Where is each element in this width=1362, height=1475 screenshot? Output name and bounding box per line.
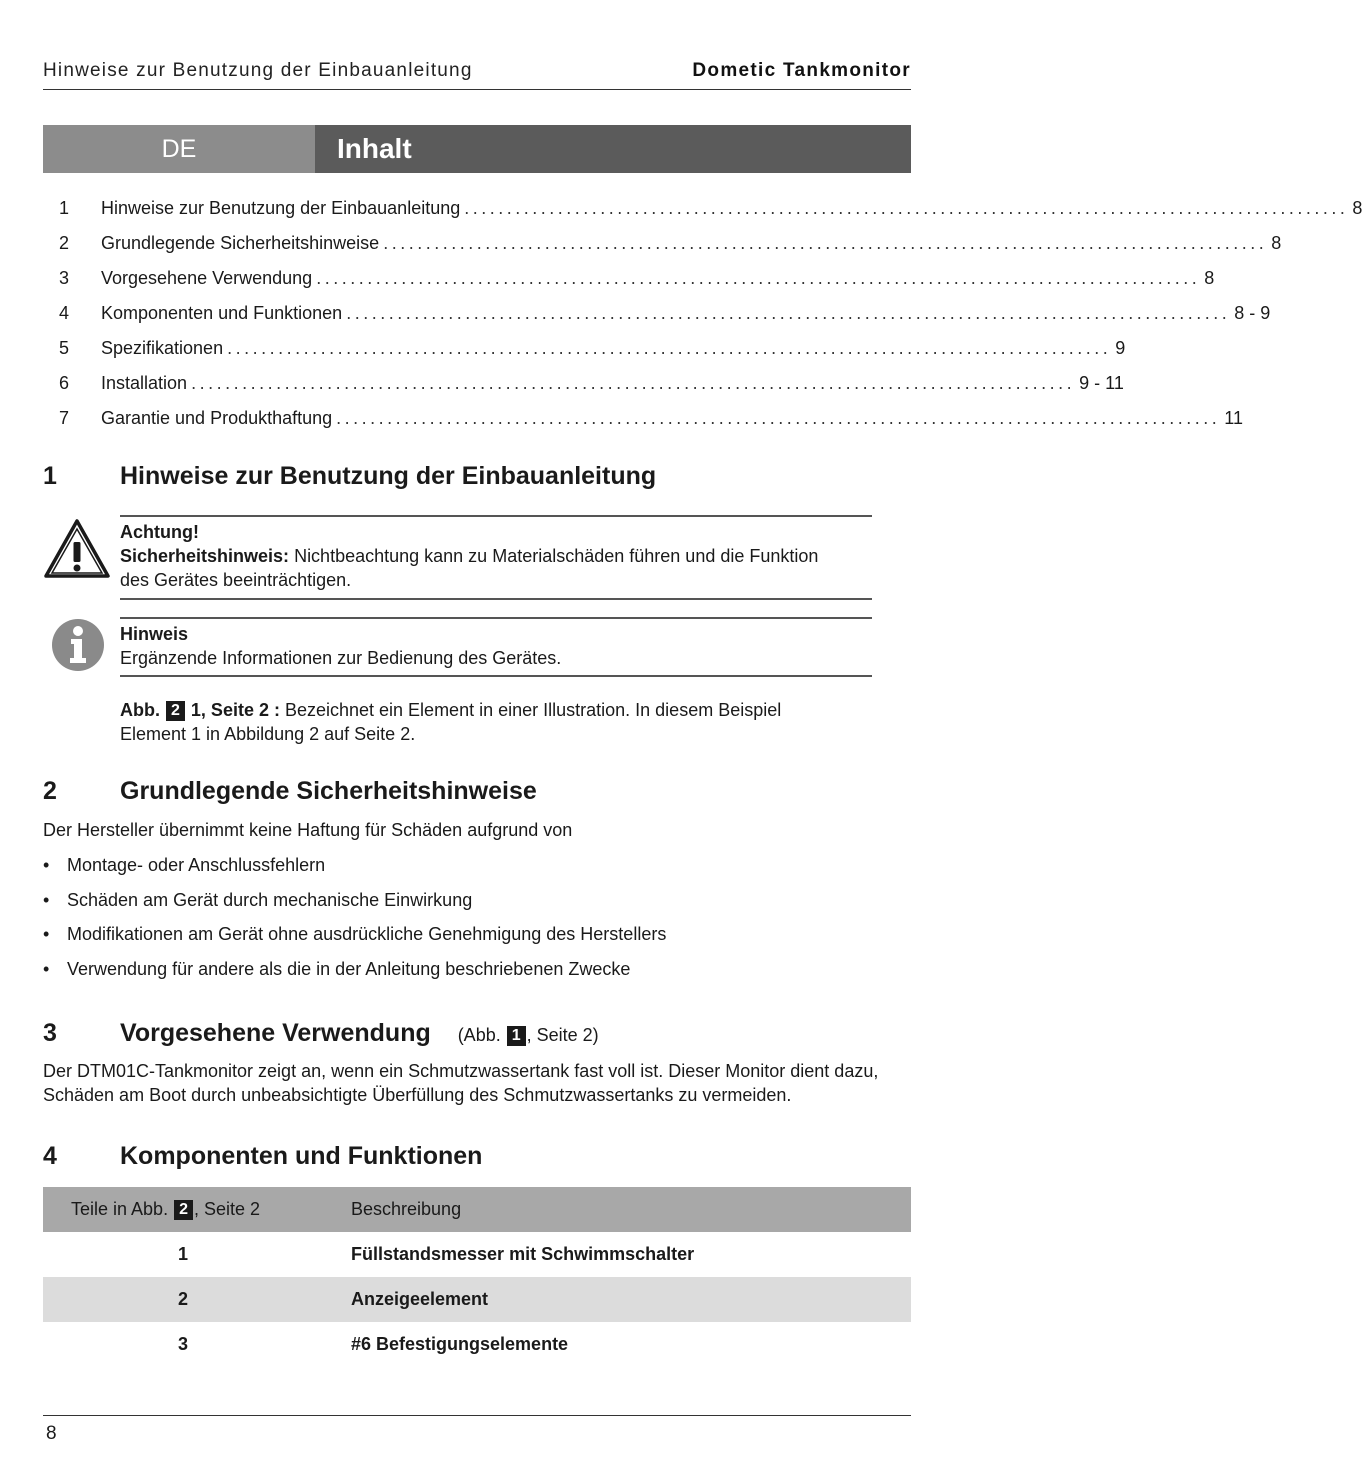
info-bottom-rule — [120, 675, 872, 677]
toc-number: 2 — [59, 233, 70, 253]
section-1-title: Hinweise zur Benutzung der Einbauanleitung — [120, 462, 657, 490]
running-header-title: Hinweise zur Benutzung der Einbauanleitung — [43, 60, 473, 81]
toc-page: 8 - 9 — [1234, 303, 1271, 323]
section-1-number: 1 — [43, 462, 57, 490]
info-heading: Hinweis — [120, 624, 189, 644]
warning-bottom-rule — [120, 598, 872, 600]
part-description: Füllstandsmesser mit Schwimmschalter — [351, 1244, 695, 1264]
toc-number: 3 — [59, 268, 70, 288]
info-top-rule — [120, 617, 872, 619]
figure-reference-note — [120, 698, 900, 746]
toc-page: 11 — [1224, 408, 1243, 428]
toc-number: 1 — [59, 198, 70, 218]
warning-heading: Achtung! — [120, 522, 199, 542]
warning-block — [120, 520, 880, 592]
toc-entry[interactable] — [43, 231, 1282, 255]
toc-entry[interactable] — [43, 301, 1271, 325]
column-header-description: Beschreibung — [323, 1187, 911, 1232]
toc-entry[interactable] — [43, 196, 1362, 220]
toc-entry[interactable] — [43, 266, 1215, 290]
toc-leader: ........................................................................................................ — [336, 408, 1221, 428]
abb-ref: 1, Seite 2 : — [185, 700, 280, 720]
section-2-intro: Der Hersteller übernimmt keine Haftung für Schäden aufgrund von — [43, 820, 573, 840]
figure-number-badge: 1 — [507, 1026, 526, 1046]
section-2-number: 2 — [43, 777, 57, 805]
toc-leader: ........................................................................................................ — [464, 198, 1349, 218]
figure-number-badge: 2 — [174, 1200, 193, 1220]
toc-title: Garantie und Produkthaftung — [101, 408, 333, 428]
toc-title: Spezifikationen — [101, 338, 224, 358]
part-description: Anzeigeelement — [323, 1277, 911, 1322]
toc-page: 8 — [1204, 268, 1215, 288]
header-divider — [43, 89, 911, 90]
toc-leader: ........................................................................................................ — [383, 233, 1268, 253]
section-4-number: 4 — [43, 1142, 57, 1170]
part-number: 1 — [177, 1244, 188, 1264]
section-4-title: Komponenten und Funktionen — [120, 1142, 483, 1170]
info-text: Ergänzende Informationen zur Bedienung des Gerätes. — [120, 648, 562, 668]
table-row — [43, 1322, 911, 1367]
toc-number: 5 — [59, 338, 70, 358]
warning-text-cont: des Gerätes beeinträchtigen. — [120, 570, 352, 590]
part-number: 3 — [177, 1334, 188, 1354]
warning-text: Nichtbeachtung kann zu Materialschäden führen und die Funktion — [289, 546, 819, 566]
footer-divider — [43, 1415, 911, 1416]
toc-leader: ........................................................................................................ — [191, 373, 1076, 393]
table-row — [43, 1277, 911, 1322]
warning-label: Sicherheitshinweis: — [120, 546, 290, 566]
toc-page: 8 — [1352, 198, 1362, 218]
toc-title: Komponenten und Funktionen — [101, 303, 343, 323]
toc-number: 7 — [59, 408, 70, 428]
warning-top-rule — [120, 515, 872, 517]
toc-entry[interactable] — [43, 371, 1124, 395]
toc-title: Hinweise zur Benutzung der Einbauanleitung — [101, 198, 461, 218]
part-description: #6 Befestigungselemente — [351, 1334, 569, 1354]
part-number: 2 — [43, 1277, 323, 1322]
column-header-part: Teile in Abb. 2 , Seite 2 — [43, 1187, 323, 1232]
section-3-title: Vorgesehene Verwendung — [120, 1019, 431, 1047]
abb-label: Abb. — [120, 700, 160, 720]
section-2-title: Grundlegende Sicherheitshinweise — [120, 777, 537, 805]
warning-triangle-icon — [43, 518, 111, 585]
toc-title: Vorgesehene Verwendung — [101, 268, 313, 288]
language-tab: DE — [43, 125, 315, 173]
contents-title: Inhalt — [315, 125, 911, 173]
toc-title: Installation — [101, 373, 188, 393]
toc-number: 4 — [59, 303, 70, 323]
page-number: 8 — [46, 1423, 57, 1444]
toc-page: 9 — [1115, 338, 1126, 358]
section-3-number: 3 — [43, 1019, 57, 1047]
toc-leader: ........................................................................................................ — [227, 338, 1112, 358]
figure-number-badge: 2 — [166, 701, 185, 721]
toc-number: 6 — [59, 373, 70, 393]
section-3-heading — [120, 1019, 599, 1048]
toc-entry[interactable] — [43, 336, 1126, 360]
running-header-product: Dometic Tankmonitor — [692, 60, 911, 81]
abb-text: Bezeichnet ein Element in einer Illustration. In diesem Beispiel — [279, 700, 782, 720]
section-3-text: Der DTM01C-Tankmonitor zeigt an, wenn ein Schmutzwassertank fast voll ist. Dieser Monitor dient dazu, Schäden am Boot durch unbeabsichtigte Überfüllung des Schmutzwassertanks zu vermeiden. — [43, 1061, 879, 1105]
toc-title: Grundlegende Sicherheitshinweise — [101, 233, 380, 253]
info-icon — [50, 617, 106, 678]
components-table — [43, 1187, 911, 1367]
toc-leader: ........................................................................................................ — [316, 268, 1201, 288]
table-row — [43, 1232, 911, 1277]
abb-text-cont: Element 1 in Abbildung 2 auf Seite 2. — [120, 724, 416, 744]
info-block — [120, 622, 880, 670]
section-3-figure-ref: (Abb. 1 , Seite 2) — [457, 1025, 599, 1045]
toc-page: 8 — [1271, 233, 1282, 253]
table-header-row — [43, 1187, 911, 1232]
toc-entry[interactable] — [43, 406, 1243, 430]
toc-leader: ........................................................................................................ — [346, 303, 1231, 323]
toc-page: 9 - 11 — [1079, 373, 1124, 393]
